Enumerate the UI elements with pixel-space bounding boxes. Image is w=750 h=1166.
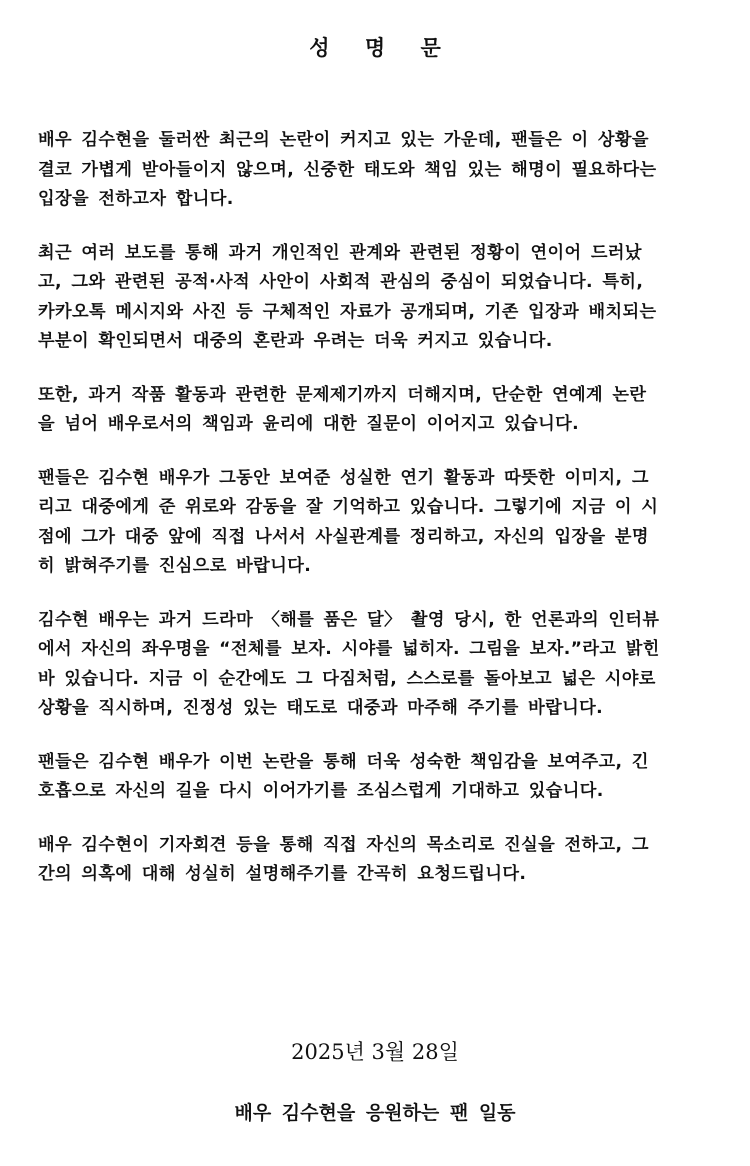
paragraph-line: 팬들은 김수현 배우가 그동안 보여준 성실한 연기 활동과 따뜻한 이미지, 그 [38,467,649,488]
paragraph-3 [38,381,718,440]
paragraph-line: 부분이 확인되면서 대중의 혼란과 우려는 더욱 커지고 있습니다. [38,331,553,351]
paragraph-2 [38,239,718,357]
paragraph-line: 배우 김수현을 둘러싼 최근의 논란이 커지고 있는 가운데, 팬들은 이 상황을 [38,130,649,150]
paragraph-line: 간의 의혹에 대해 성실히 설명해주기를 간곡히 요청드립니다. [38,864,527,884]
document-title: 성 명 문 [309,36,455,60]
paragraph-line: 카카오톡 메시지와 사진 등 구체적인 자료가 공개되며, 기존 입장과 배치되는 [38,301,657,322]
paragraph-5 [38,606,718,724]
paragraph-4 [38,464,718,582]
paragraph-line: 점에 그가 대중 앞에 직접 나서서 사실관계를 정리하고, 자신의 입장을 분명 [38,526,649,547]
paragraph-line: 호흡으로 자신의 길을 다시 이어가기를 조심스럽게 기대하고 있습니다. [38,781,604,801]
paragraph-line: 고, 그와 관련된 공적·사적 사안이 사회적 관심의 중심이 되었습니다. 특히, [38,272,644,292]
paragraph-line: 배우 김수현이 기자회견 등을 통해 직접 자신의 목소리로 진실을 전하고, 그 [38,834,649,855]
paragraph-line: 입장을 전하고자 합니다. [38,189,234,209]
paragraph-line: 최근 여러 보도를 통해 과거 개인적인 관계와 관련된 정황이 연이어 드러났 [38,242,642,263]
paragraph-7 [38,831,718,890]
paragraph-line: 김수현 배우는 과거 드라마 〈해를 품은 달〉 촬영 당시, 한 언론과의 인터뷰 [38,609,660,630]
statement-signature: 배우 김수현을 응원하는 팬 일동 [234,1102,516,1124]
paragraph-line: 을 넘어 배우로서의 책임과 윤리에 대한 질문이 이어지고 있습니다. [38,414,580,434]
paragraph-6 [38,748,718,807]
paragraph-line: 에서 자신의 좌우명을 “전체를 보자. 시야를 넓히자. 그림을 보자.”라고 밝힌 [38,639,660,659]
paragraph-line: 바 있습니다. 지금 이 순간에도 그 다짐처럼, 스스로를 돌아보고 넓은 시야로 [38,668,656,689]
paragraph-line: 리고 대중에게 준 위로와 감동을 잘 기억하고 있습니다. 그렇기에 지금 이 시 [38,497,659,517]
paragraph-line: 팬들은 김수현 배우가 이번 논란을 통해 더욱 성숙한 책임감을 보여주고, 긴 [38,751,649,772]
document-body [38,126,718,914]
paragraph-1 [38,126,718,215]
paragraph-line: 결코 가볍게 받아들이지 않으며, 신중한 태도와 책임 있는 해명이 필요하다는 [38,159,657,180]
paragraph-line: 또한, 과거 작품 활동과 관련한 문제제기까지 더해지며, 단순한 연예계 논란 [38,384,647,405]
paragraph-line: 상황을 직시하며, 진정성 있는 태도로 대중과 마주해 주기를 바랍니다. [38,698,604,718]
statement-date: 2025년 3월 28일 [291,1040,459,1064]
paragraph-line: 히 밝혀주기를 진심으로 바랍니다. [38,556,312,576]
